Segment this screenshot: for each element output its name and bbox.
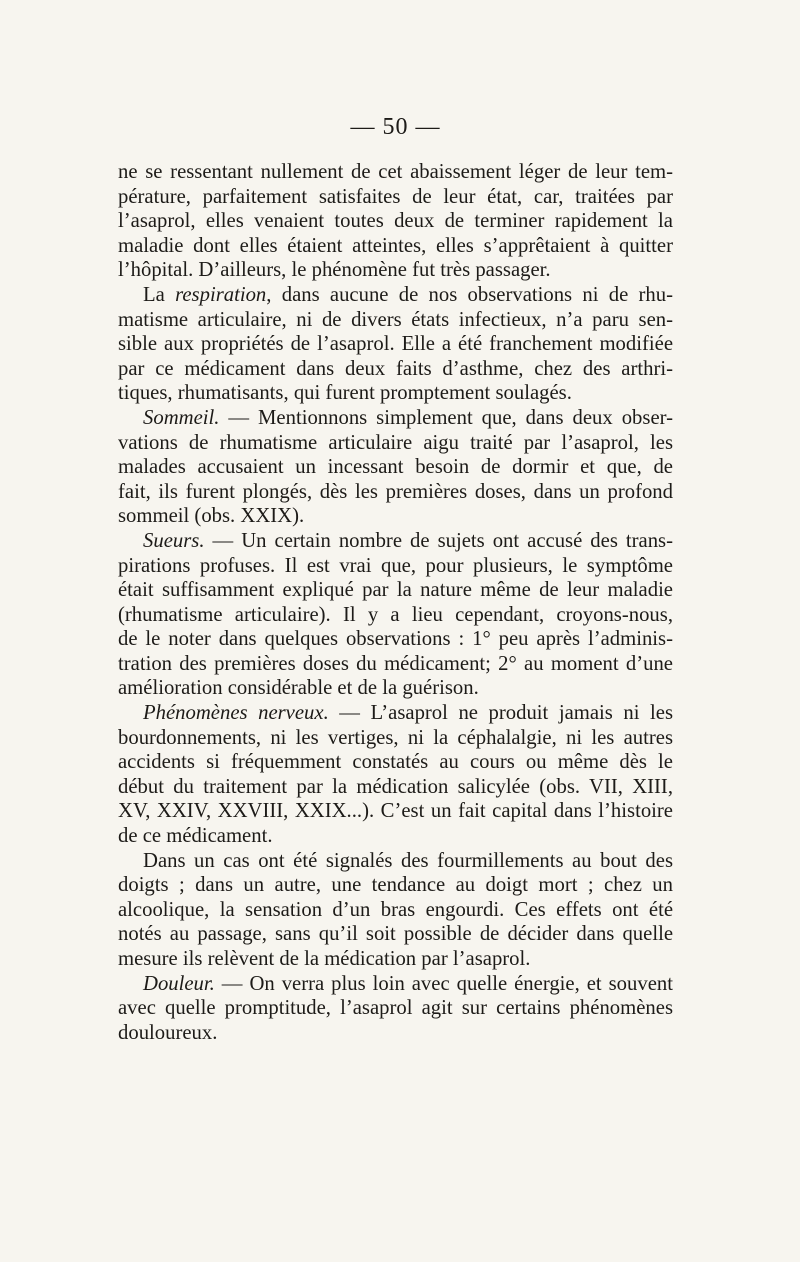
paragraph-line: de le noter dans quelques observations : 1° peu après l’adminis-: [118, 628, 673, 651]
paragraph-fourmillements: [118, 849, 673, 972]
line-text: — L’asaprol ne produit jamais ni les: [328, 702, 674, 725]
paragraph-line: (rhumatisme articulaire). Il y a lieu cependant, croyons-nous,: [118, 603, 673, 626]
paragraph-line: l’asaprol, elles venaient toutes deux de terminer rapidement la: [118, 210, 673, 233]
paragraph-line: amélioration considérable et de la guérison.: [118, 677, 479, 700]
paragraph-line: XV, XXIV, XXVIII, XXIX...). C’est un fait capital dans l’histoire: [118, 800, 673, 823]
paragraph-line: doigts ; dans un autre, une tendance au doigt mort ; chez un: [118, 874, 673, 897]
paragraph-line: [118, 529, 673, 554]
paragraph-line: par ce médicament dans deux faits d’asthme, chez des arthri-: [118, 357, 673, 380]
paragraph-sueurs: [118, 529, 673, 701]
section-lead: respiration: [175, 283, 267, 306]
paragraph-line: malades accusaient un incessant besoin de dormir et que, de: [118, 456, 673, 479]
section-lead: Douleur.: [143, 972, 215, 995]
paragraph-line: maladie dont elles étaient atteintes, elles s’apprêtaient à quitter: [118, 234, 673, 257]
paragraph-line: [118, 972, 673, 997]
page-number: — 50 —: [350, 114, 441, 140]
paragraph-line: tiques, rhumatisants, qui furent promptement soulagés.: [118, 382, 572, 405]
paragraph-line: avec quelle promptitude, l’asaprol agit sur certains phénomènes: [118, 997, 673, 1020]
paragraph-line: tration des premières doses du médicament; 2° au moment d’une: [118, 652, 673, 675]
paragraph-sommeil: [118, 406, 673, 529]
section-lead: Sueurs.: [143, 529, 205, 552]
paragraph-line: de ce médicament.: [118, 825, 273, 848]
paragraph-phenomenes-nerveux: [118, 701, 673, 849]
paragraph-line: sommeil (obs. XXIX).: [118, 505, 305, 528]
paragraph-line: alcoolique, la sensation d’un bras engourdi. Ces effets ont été: [118, 898, 673, 921]
book-page: [118, 112, 673, 1045]
paragraph-respiration: [118, 283, 673, 406]
section-lead: Sommeil.: [143, 406, 220, 429]
line-text: , dans aucune de nos observations ni de rhu-: [266, 283, 673, 306]
paragraph-line: notés au passage, sans qu’il soit possible de décider dans quelle: [118, 923, 673, 946]
paragraph-douleur: [118, 972, 673, 1046]
paragraph-line: matisme articulaire, ni de divers états infectieux, n’a paru sen-: [118, 308, 673, 331]
page-body: [118, 160, 673, 1045]
paragraph-line: Dans un cas ont été signalés des fourmillements au bout des: [143, 849, 673, 872]
line-text: — Un certain nombre de sujets ont accusé des trans-: [204, 529, 673, 552]
paragraph-line: [118, 283, 673, 308]
paragraph-line: pérature, parfaitement satisfaites de leur état, car, traitées par: [118, 185, 673, 208]
paragraph-line: accidents si fréquemment constatés au cours ou même dès le: [118, 751, 673, 774]
paragraph-line: douloureux.: [118, 1021, 218, 1044]
paragraph-line: mesure ils relèvent de la médication par l’asaprol.: [118, 948, 531, 970]
paragraph-line: bourdonnements, ni les vertiges, ni la céphalalgie, ni les autres: [118, 726, 673, 749]
paragraph-line: vations de rhumatisme articulaire aigu traité par l’asaprol, les: [118, 431, 673, 454]
paragraph-line: fait, ils furent plongés, dès les premières doses, dans un profond: [118, 480, 673, 503]
paragraph-1: [118, 160, 673, 283]
paragraph-line: [118, 701, 673, 726]
paragraph-line: sible aux propriétés de l’asaprol. Elle a été franchement modifiée: [118, 333, 673, 356]
paragraph-line: ne se ressentant nullement de cet abaissement léger de leur tem-: [118, 161, 673, 183]
section-lead: Phénomènes nerveux.: [143, 702, 329, 725]
lead-prefix: La: [143, 283, 176, 306]
paragraph-line: début du traitement par la médication salicylée (obs. VII, XIII,: [118, 775, 673, 798]
line-text: — On verra plus loin avec quelle énergie, et souvent: [214, 972, 673, 995]
line-text: — Mentionnons simplement que, dans deux obser-: [219, 406, 673, 429]
paragraph-line: l’hôpital. D’ailleurs, le phénomène fut très passager.: [118, 259, 551, 282]
paragraph-line: pirations profuses. Il est vrai que, pour plusieurs, le symptôme: [118, 554, 673, 577]
paragraph-line: était suffisamment expliqué par la nature même de leur maladie: [118, 579, 673, 602]
paragraph-line: [118, 406, 673, 431]
